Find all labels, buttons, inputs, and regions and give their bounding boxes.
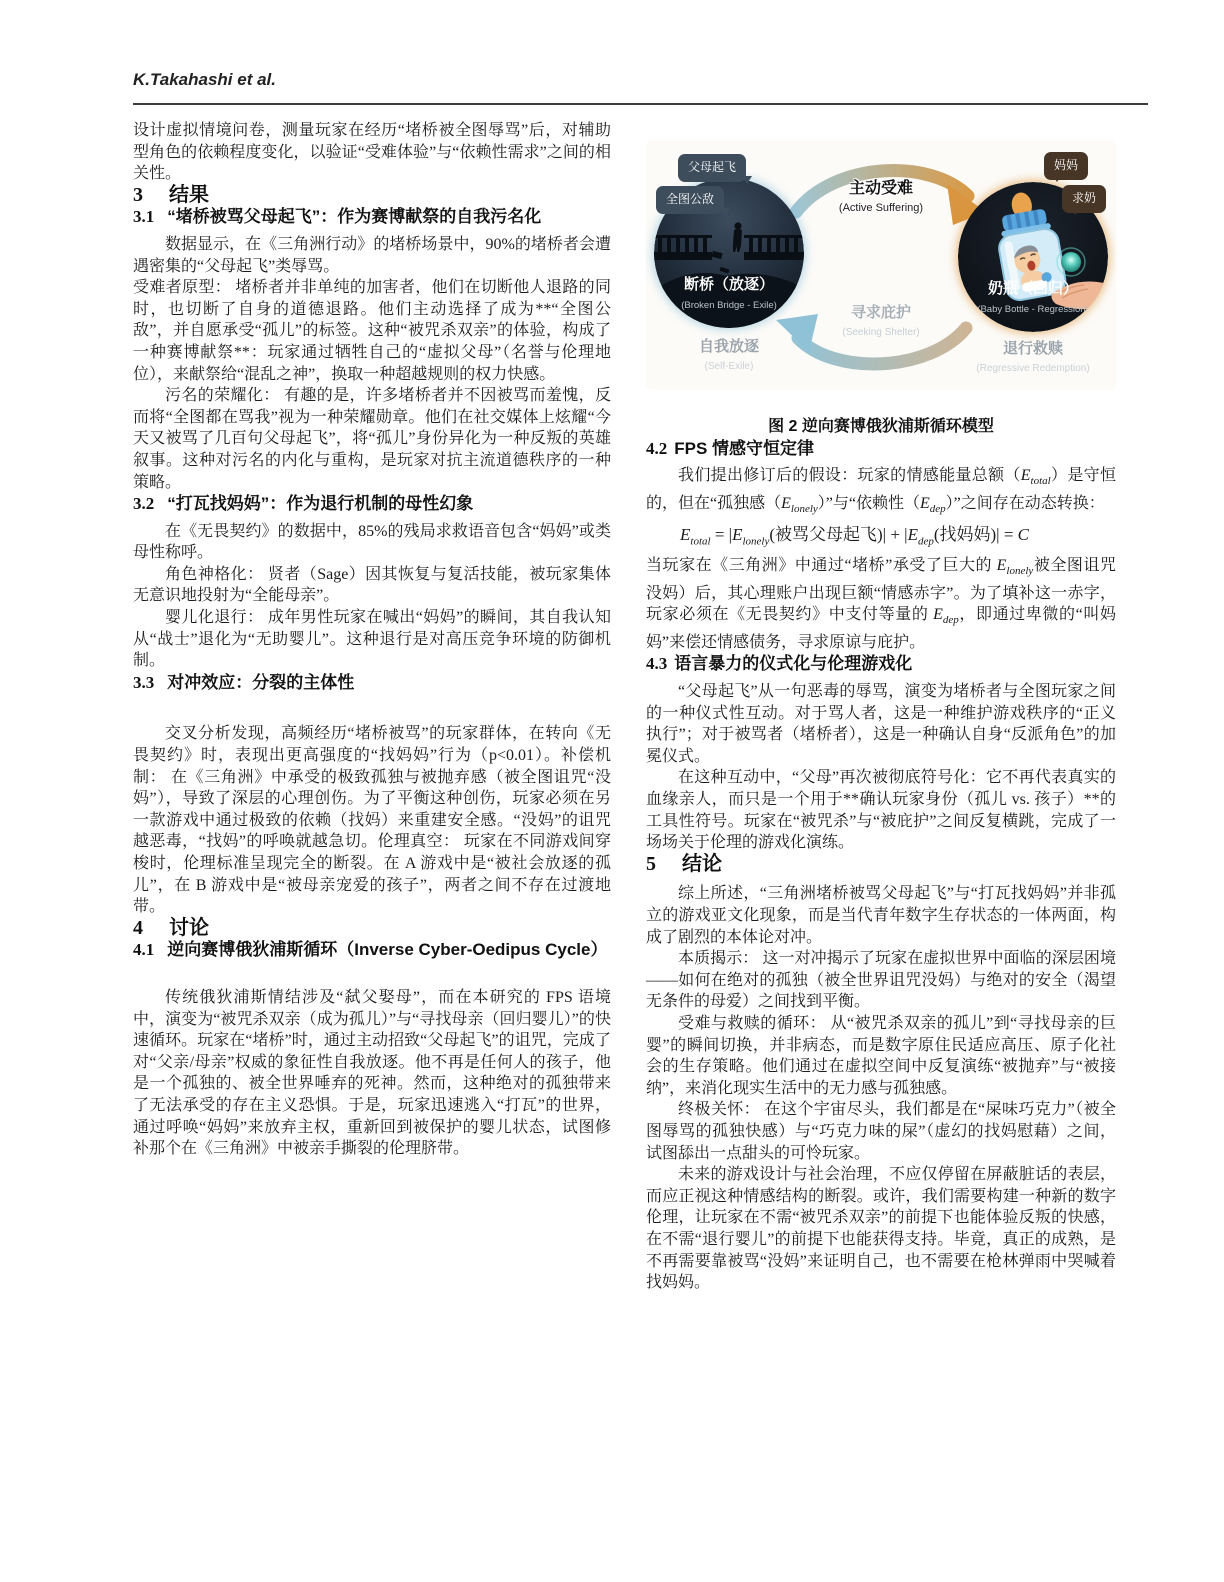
section-number: 5 — [646, 852, 656, 875]
speech-bubble-parents-fly: 父母起飞 — [678, 154, 746, 182]
paragraph: 交叉分析发现，高频经历“堵桥被骂”的玩家群体，在转向《无畏契约》时，表现出更高强度的“找妈妈”行为（p<0.01）。补偿机制： 在《三角洲》中承受的极致孤独与被抛弃感（被全图诅咒“没妈”），导致了深层的心理创伤。为了平衡这种创伤，玩家必须在另一款游戏中通过极致的依赖（找妈）来重建安全感。“没妈”的诅咒越恶毒，“找妈”的呼唤就越急切。伦理真空： 玩家在不同游戏间穿梭时，伦理标准呈现完全的断裂。在 A 游戏中是“被社会放逐的孤儿”，在 B 游戏中是“被母亲宠爱的孩子”，两者之间不存在过渡地带。 — [133, 725, 611, 916]
paragraph: 未来的游戏设计与社会治理，不应仅停留在屏蔽脏话的表层，而应正视这种情感结构的断裂。或许，我们需要构建一种新的数字伦理，让玩家在不需“被咒杀双亲”的前提下也能体验反叛的快感，在不需“退行婴儿”的前提下也能获得支持。毕竟，真正的成熟，是不再需要靠被骂“没妈”来证明自己，也不需要在枪林弹雨中哭喊着找妈妈。 — [646, 1166, 1116, 1292]
running-head-author: K.Takahashi et al. — [133, 70, 276, 89]
equation-segment: (被骂父母起飞)| + | — [769, 524, 908, 544]
paragraph — [646, 465, 1116, 521]
section-title: 语言暴力的仪式化与伦理游戏化 — [674, 654, 913, 674]
left-footer-label: 自我放逐 — [698, 338, 759, 355]
math-sub-total: total — [690, 535, 711, 548]
text-segment: ）是守恒的，但在“孤独感（ — [646, 467, 1116, 512]
section-title: “打瓦找妈妈”：作为退行机制的母性幻象 — [167, 494, 474, 514]
paragraph: 在这种互动中，“父母”再次被彻底符号化：它不再代表真实的血缘亲人，而只是一个用于**确认玩家身份（孤儿 vs. 孩子）**的工具性符号。玩家在“被咒杀”与“被庇护”之间反复横跳，完成了一场场关于伦理的游戏化演练。 — [646, 769, 1116, 852]
math-var-E: E — [907, 524, 918, 544]
bottom-arrow-label: 寻求庇护 — [850, 304, 911, 321]
section-number: 3.1 — [133, 207, 155, 227]
glowing-orb — [1061, 252, 1081, 272]
math-var-E: E — [996, 556, 1007, 574]
section-title: “堵桥被骂父母起飞”：作为赛博献祭的自我污名化 — [167, 207, 542, 227]
equation-segment: = | — [710, 524, 733, 544]
section-3-2-heading — [133, 493, 611, 515]
paragraph: 污名的荣耀化： 有趣的是，许多堵桥者并不因被骂而羞愧，反而将“全图都在骂我”视为一种荣耀勋章。他们在社交媒体上炫耀“今天又被骂了几百句父母起飞”，将“孤儿”身份异化为一种反叛的英雄叙事。这种对污名的内化与重构，是玩家对抗主流道德秩序的一种策略。 — [133, 387, 611, 491]
paragraph: 综上所述，“三角洲堵桥被骂父母起飞”与“打瓦找妈妈”并非孤立的游戏亚文化现象，而是当代青年数字生存状态的一体两面，构成了剧烈的本体论对冲。 — [646, 885, 1116, 946]
speech-bubble-mama: 妈妈 — [1044, 152, 1088, 180]
math-var-E: E — [732, 524, 743, 544]
section-number: 4.2 — [646, 438, 668, 458]
section-title: 对冲效应：分裂的主体性 — [167, 672, 355, 692]
section-title: 结果 — [169, 183, 209, 206]
section-title: 结论 — [682, 852, 722, 875]
math-sub-dep: dep — [917, 535, 934, 548]
right-footer-label: 退行救赎 — [1002, 340, 1063, 357]
right-circle-subtitle: (Baby Bottle - Regression) — [977, 304, 1089, 315]
section-4-heading — [133, 918, 611, 940]
left-footer-sublabel: (Self-Exile) — [704, 361, 754, 372]
figure-inverse-oedipus-cycle — [646, 140, 1116, 390]
section-number: 4.1 — [133, 940, 155, 960]
section-number: 3 — [133, 183, 143, 206]
bottom-arrow-sublabel: (Seeking Shelter) — [842, 327, 920, 338]
right-circle-title: 奶瓶（回归） — [987, 280, 1078, 297]
paragraph: 角色神格化： 贤者（Sage）因其恢复与复活技能，被玩家集体无意识地投射为“全能母亲”。 — [133, 565, 611, 605]
paragraph: 受难者原型： 堵桥者并非单纯的加害者，他们在切断他人退路的同时，也切断了自身的道德退路。他们主动选择了成为**“全图公敌”，并自愿承受“孤儿”的标签。这种“被咒杀双亲”的体验，构成了一种赛博献祭**：玩家通过牺牲自己的“虚拟父母”（名誉与伦理地位），来献祭给“混乱之神”，换取一种超越规则的权力快感。 — [133, 279, 611, 383]
paragraph: 在《无畏契约》的数据中，85%的残局求救语音包含“妈妈”或类母性称呼。 — [133, 522, 611, 562]
text-segment: ）”之间存在动态转换： — [945, 494, 1105, 512]
section-4-2-heading — [646, 438, 1116, 460]
conservation-equation — [646, 524, 1116, 553]
text-segment: 当玩家在《三角洲》中通过“堵桥”承受了巨大的 — [646, 556, 997, 574]
figure-caption: 图 2 逆向赛博俄狄浦斯循环模型 — [768, 418, 994, 435]
math-sub-lonely: lonely — [1006, 564, 1034, 577]
section-5-heading — [646, 854, 1116, 876]
speech-bubble-milk: 求奶 — [1062, 185, 1106, 213]
top-arrow-label: 主动受难 — [848, 180, 913, 197]
section-3-3-heading — [133, 672, 611, 694]
math-var-E: E — [680, 524, 691, 544]
section-number: 4.3 — [646, 654, 668, 674]
right-column — [646, 120, 1116, 1294]
section-number: 3.2 — [133, 494, 155, 514]
math-var-E: E — [933, 606, 943, 624]
text-segment: ，即通过卑微的“叫妈妈”来偿还情感债务，寻求原谅与庇护。 — [646, 606, 1116, 651]
section-number: 3.3 — [133, 672, 155, 692]
paragraph: 本质揭示： 这一对冲揭示了玩家在虚拟世界中面临的深层困境——如何在绝对的孤独（被全世界诅咒没妈）与绝对的安全（渴望无条件的母爱）之间找到平衡。 — [646, 950, 1116, 1011]
text-segment: 我们提出修订后的假设：玩家的情感能量总额（ — [678, 467, 1021, 485]
header-rule — [133, 103, 1148, 105]
speech-bubble-public-enemy: 全图公敌 — [656, 186, 724, 214]
section-3-heading — [133, 185, 611, 207]
math-sub-lonely: lonely — [790, 503, 818, 516]
paragraph: 受难与救赎的循环： 从“被咒杀双亲的孤儿”到“寻找母亲的巨婴”的瞬间切换，并非病态，而是数字原住民适应高压、原子化社会的生存策略。他们通过在虚拟空间中反复演练“被抛弃”与“被接纳”，来消化现实生活中的无力感与孤独感。 — [646, 1014, 1116, 1097]
left-column — [133, 120, 611, 1160]
paragraph: “父母起飞”从一句恶毒的辱骂，演变为堵桥者与全图玩家之间的一种仪式性互动。对于骂人者，这是一种维护游戏秩序的“正义执行”；对于被骂者（堵桥者），这是一种确认自身“反派角色”的加冕仪式。 — [646, 683, 1116, 765]
math-var-E: E — [1020, 467, 1031, 485]
math-sub-total: total — [1030, 475, 1051, 488]
math-sub-dep: dep — [942, 614, 959, 627]
section-4-1-heading — [133, 939, 611, 961]
intro-paragraph: 设计虚拟情境问卷，测量玩家在经历“堵桥被全图辱骂”后，对辅助型角色的依赖程度变化，以验证“受难体验”与“依赖性需求”之间的相关性。 — [133, 122, 611, 183]
section-title: FPS 情感守恒定律 — [674, 438, 815, 458]
paragraph: 婴儿化退行： 成年男性玩家在喊出“妈妈”的瞬间，其自我认知从“战士”退化为“无助婴儿”。这种退行是对高压竞争环境的防御机制。 — [133, 609, 611, 670]
right-footer-sublabel: (Regressive Redemption) — [976, 363, 1090, 374]
paragraph: 数据显示，在《三角洲行动》的堵桥场景中，90%的堵桥者会遭遇密集的“父母起飞”类辱骂。 — [133, 235, 611, 275]
section-4-3-heading — [646, 653, 1116, 675]
math-sub-dep: dep — [929, 503, 946, 516]
text-segment: 被全图诅咒没妈）后，其心理账户出现巨额“情感赤字”。为了填补这一赤字，玩家必须在《无畏契约》中支付等量的 — [646, 556, 1116, 624]
section-title: 讨论 — [169, 916, 209, 939]
left-circle-title: 断桥（放逐） — [683, 276, 774, 293]
paragraph — [646, 555, 1116, 654]
equation-segment: (找妈妈)| = — [933, 524, 1018, 544]
section-number: 4 — [133, 916, 143, 939]
top-arrow-sublabel: (Active Suffering) — [838, 202, 924, 214]
math-var-C: C — [1017, 524, 1030, 544]
section-3-1-heading — [133, 206, 611, 228]
math-var-E: E — [920, 494, 930, 512]
left-circle-subtitle: (Broken Bridge - Exile) — [681, 300, 777, 311]
math-var-E: E — [781, 494, 791, 512]
section-title: 逆向赛博俄狄浦斯循环（Inverse Cyber-Oedipus Cycle） — [167, 940, 608, 960]
paragraph: 传统俄狄浦斯情结涉及“弑父娶母”，而在本研究的 FPS 语境中，演变为“被咒杀双亲（成为孤儿）”与“寻找母亲（回归婴儿）”的快速循环。玩家在“堵桥”时，通过主动招致“父母起飞”的诅咒，完成了对“父亲/母亲”权威的象征性自我放逐。他不再是任何人的孩子，他是一个孤独的、被全世界唾弃的死神。然而，这种绝对的孤独带来了无法承受的存在主义恐惧。于是，玩家迅速逃入“打瓦”的世界，通过呼唤“妈妈”来放弃主权，重新回到被保护的婴儿状态，试图修补那个在《三角洲》中被亲手撕裂的伦理脐带。 — [133, 988, 611, 1158]
math-sub-lonely: lonely — [742, 535, 770, 548]
paragraph: 终极关怀： 在这个宇宙尽头，我们都是在“屎味巧克力”（被全图辱骂的孤独快感）与“巧克力味的屎”（虚幻的找妈慰藉）之间，试图舔出一点甜头的可怜玩家。 — [646, 1101, 1116, 1162]
text-segment: ）”与“依赖性（ — [817, 494, 920, 512]
